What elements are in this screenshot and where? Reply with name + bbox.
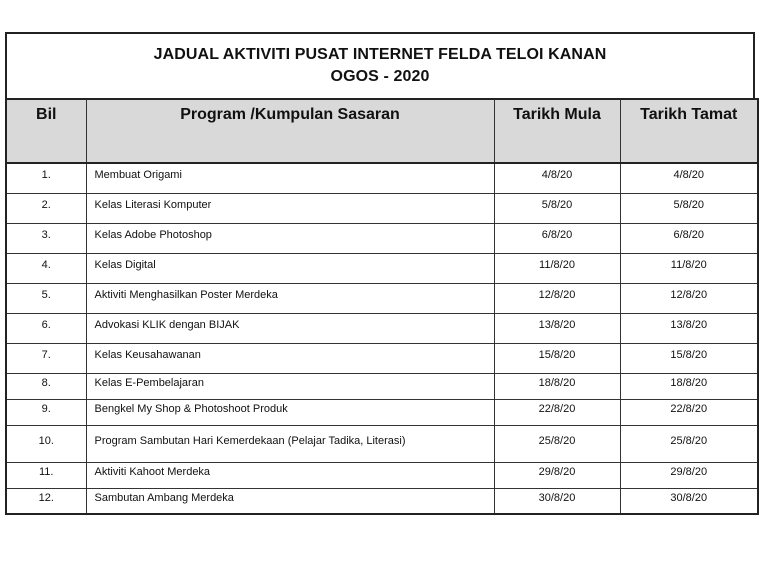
cell-bil: 12. bbox=[6, 488, 86, 514]
cell-end-date: 18/8/20 bbox=[620, 373, 758, 399]
cell-program: Kelas Adobe Photoshop bbox=[86, 223, 494, 253]
cell-start-date: 11/8/20 bbox=[494, 253, 620, 283]
cell-end-date: 25/8/20 bbox=[620, 425, 758, 462]
table-row bbox=[6, 313, 758, 343]
schedule-table bbox=[5, 98, 759, 515]
cell-end-date: 15/8/20 bbox=[620, 343, 758, 373]
page-title: JADUAL AKTIVITI PUSAT INTERNET FELDA TELOI KANAN bbox=[153, 46, 607, 63]
cell-start-date: 15/8/20 bbox=[494, 343, 620, 373]
table-row bbox=[6, 462, 758, 488]
cell-program: Aktiviti Menghasilkan Poster Merdeka bbox=[86, 283, 494, 313]
cell-end-date: 29/8/20 bbox=[620, 462, 758, 488]
cell-program: Kelas E-Pembelajaran bbox=[86, 373, 494, 399]
column-header-program: Program /Kumpulan Sasaran bbox=[86, 99, 494, 163]
cell-end-date: 4/8/20 bbox=[620, 163, 758, 193]
title-box bbox=[5, 32, 755, 98]
cell-program: Program Sambutan Hari Kemerdekaan (Pelajar Tadika, Literasi) bbox=[86, 425, 494, 462]
cell-end-date: 22/8/20 bbox=[620, 399, 758, 425]
cell-program: Advokasi KLIK dengan BIJAK bbox=[86, 313, 494, 343]
table-row bbox=[6, 343, 758, 373]
cell-start-date: 5/8/20 bbox=[494, 193, 620, 223]
cell-start-date: 12/8/20 bbox=[494, 283, 620, 313]
column-header-start-date: Tarikh Mula bbox=[494, 99, 620, 163]
cell-end-date: 13/8/20 bbox=[620, 313, 758, 343]
cell-program: Bengkel My Shop & Photoshoot Produk bbox=[86, 399, 494, 425]
column-header-end-date: Tarikh Tamat bbox=[620, 99, 758, 163]
cell-start-date: 4/8/20 bbox=[494, 163, 620, 193]
cell-end-date: 6/8/20 bbox=[620, 223, 758, 253]
page-subtitle: OGOS - 2020 bbox=[330, 68, 430, 85]
schedule-document bbox=[5, 32, 755, 515]
table-row bbox=[6, 253, 758, 283]
cell-bil: 9. bbox=[6, 399, 86, 425]
table-row bbox=[6, 425, 758, 462]
cell-program: Sambutan Ambang Merdeka bbox=[86, 488, 494, 514]
cell-bil: 5. bbox=[6, 283, 86, 313]
cell-program: Aktiviti Kahoot Merdeka bbox=[86, 462, 494, 488]
cell-end-date: 11/8/20 bbox=[620, 253, 758, 283]
cell-bil: 11. bbox=[6, 462, 86, 488]
cell-end-date: 12/8/20 bbox=[620, 283, 758, 313]
table-row bbox=[6, 223, 758, 253]
cell-bil: 10. bbox=[6, 425, 86, 462]
cell-bil: 8. bbox=[6, 373, 86, 399]
table-header-row bbox=[6, 99, 758, 163]
cell-program: Kelas Digital bbox=[86, 253, 494, 283]
table-row bbox=[6, 163, 758, 193]
cell-program: Membuat Origami bbox=[86, 163, 494, 193]
table-row bbox=[6, 373, 758, 399]
cell-start-date: 6/8/20 bbox=[494, 223, 620, 253]
cell-bil: 2. bbox=[6, 193, 86, 223]
cell-program: Kelas Literasi Komputer bbox=[86, 193, 494, 223]
cell-bil: 3. bbox=[6, 223, 86, 253]
cell-end-date: 30/8/20 bbox=[620, 488, 758, 514]
cell-start-date: 30/8/20 bbox=[494, 488, 620, 514]
table-row bbox=[6, 488, 758, 514]
cell-start-date: 29/8/20 bbox=[494, 462, 620, 488]
cell-program: Kelas Keusahawanan bbox=[86, 343, 494, 373]
cell-start-date: 18/8/20 bbox=[494, 373, 620, 399]
cell-start-date: 22/8/20 bbox=[494, 399, 620, 425]
table-row bbox=[6, 193, 758, 223]
cell-bil: 7. bbox=[6, 343, 86, 373]
cell-start-date: 13/8/20 bbox=[494, 313, 620, 343]
cell-bil: 6. bbox=[6, 313, 86, 343]
cell-end-date: 5/8/20 bbox=[620, 193, 758, 223]
cell-bil: 4. bbox=[6, 253, 86, 283]
table-row bbox=[6, 283, 758, 313]
column-header-bil: Bil bbox=[6, 99, 86, 163]
table-row bbox=[6, 399, 758, 425]
cell-bil: 1. bbox=[6, 163, 86, 193]
cell-start-date: 25/8/20 bbox=[494, 425, 620, 462]
